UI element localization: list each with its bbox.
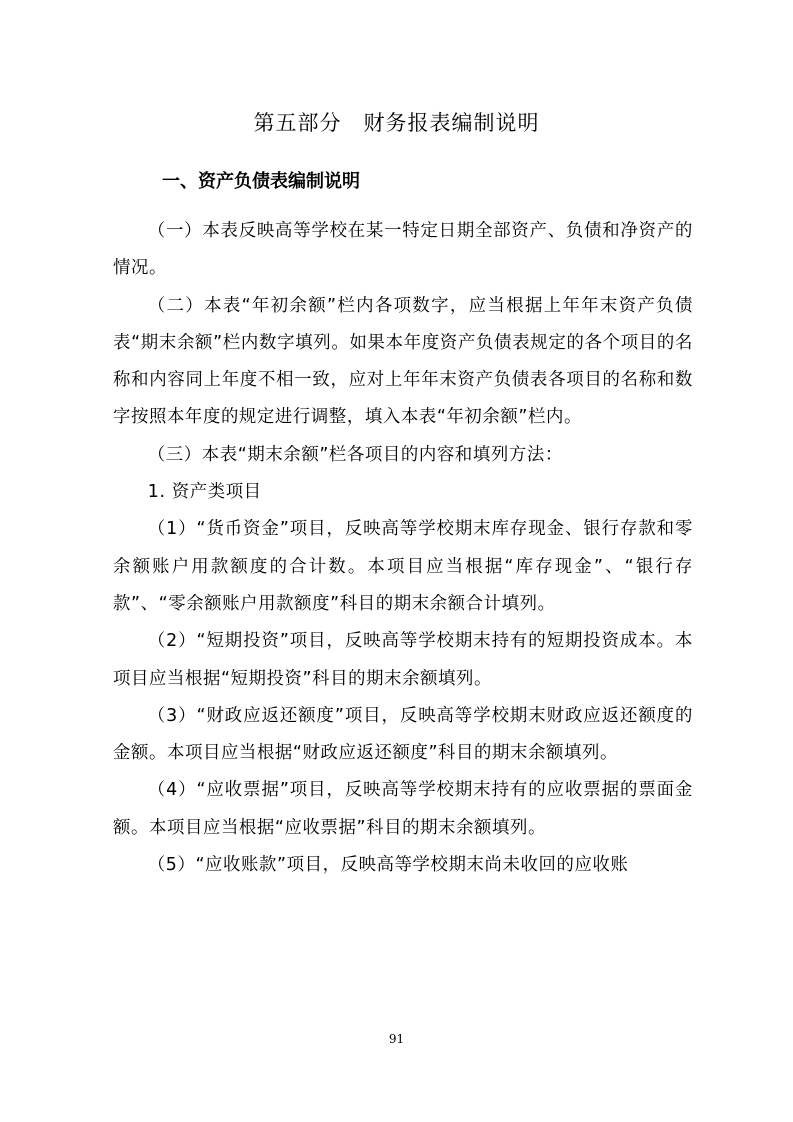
paragraph-5: （1）“货币资金”项目，反映高等学校期末库存现金、银行存款和零余额账户用款额度的合计数。本项目应当根据“库存现金”、“银行存款”、“零余额账户用款额度”科目的期末余额合计填列。 — [113, 519, 693, 614]
paragraph-6: （2）“短期投资”项目，反映高等学校期末持有的短期投资成本。本项目应当根据“短期投资”科目的期末余额填列。 — [113, 631, 693, 689]
paragraph-1: （一）本表反映高等学校在某一特定日期全部资产、负债和净资产的情况。 — [113, 221, 693, 279]
paragraph-7: （3）“财政应返还额度”项目，反映高等学校期末财政应返还额度的金额。本项目应当根据“财政应返还额度”科目的期末余额填列。 — [113, 705, 693, 764]
paragraph-3: （三）本表“期末余额”栏各项目的内容和填列方法： — [147, 444, 563, 465]
page-title: 第五部分 财务报表编制说明 — [253, 111, 540, 135]
document-body — [113, 213, 693, 884]
page-number: 91 — [388, 1032, 405, 1046]
section-heading: 一、资产负债表编制说明 — [162, 171, 360, 192]
paragraph-4: 1. 资产类项目 — [147, 482, 262, 503]
paragraph-2: （二）本表“年初余额”栏内各项数字，应当根据上年年末资产负债表“期末余额”栏内数字填列。如果本年度资产负债表规定的各个项目的名称和内容同上年度不相一致，应对上年年末资产负债表各项目的名称和数字按照本年度的规定进行调整，填入本表“年初余额”栏内。 — [113, 295, 693, 428]
paragraph-9: （5）“应收账款”项目，反映高等学校期末尚未收回的应收账 — [147, 855, 629, 876]
paragraph-8: （4）“应收票据”项目，反映高等学校期末持有的应收票据的票面金额。本项目应当根据“应收票据”科目的期末余额填列。 — [113, 780, 693, 838]
